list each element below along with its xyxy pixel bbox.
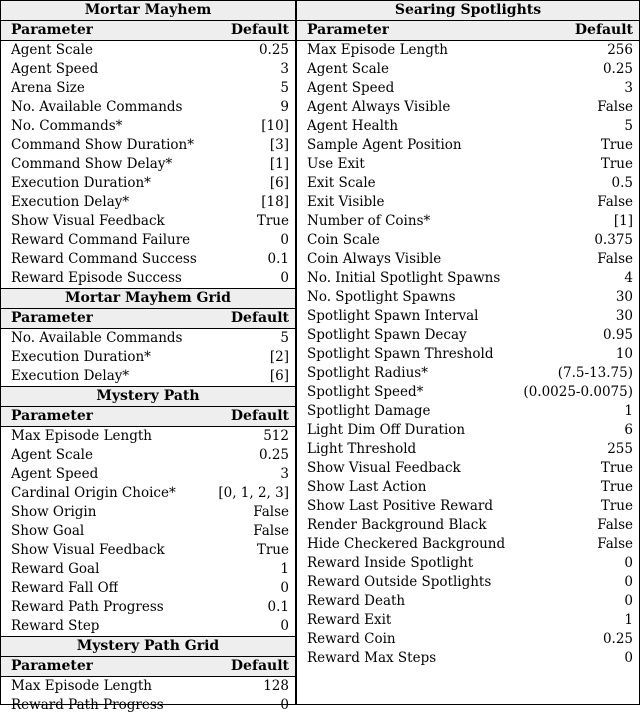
default-value: (7.5-13.75) xyxy=(557,365,633,381)
table-row xyxy=(297,117,639,136)
column-header-row xyxy=(1,21,295,41)
parameter-name: Use Exit xyxy=(307,156,365,172)
table-row xyxy=(297,60,639,79)
column-header-row xyxy=(297,21,639,41)
table-row xyxy=(1,155,295,174)
table-row xyxy=(297,573,639,592)
section-mystery-path-grid xyxy=(1,636,295,715)
parameter-name: Reward Command Failure xyxy=(11,232,191,248)
table-row xyxy=(1,79,295,98)
parameter-name: Light Threshold xyxy=(307,441,417,457)
section-title: Searing Spotlights xyxy=(297,1,639,21)
default-header: Default xyxy=(230,22,289,38)
table-row xyxy=(297,421,639,440)
default-value: 5 xyxy=(280,330,289,346)
parameter-name: Spotlight Radius* xyxy=(307,365,428,381)
table-row xyxy=(297,345,639,364)
default-value: True xyxy=(600,460,633,476)
parameter-name: Execution Delay* xyxy=(11,368,130,384)
parameter-header: Parameter xyxy=(11,408,94,424)
table-row xyxy=(297,364,639,383)
parameter-name: Agent Scale xyxy=(307,61,389,77)
parameter-name: Execution Delay* xyxy=(11,194,130,210)
table-row xyxy=(297,383,639,402)
table-row xyxy=(297,611,639,630)
parameter-name: Spotlight Speed* xyxy=(307,384,424,400)
parameter-name: Exit Visible xyxy=(307,194,385,210)
default-value: 3 xyxy=(280,466,289,482)
default-value: [10] xyxy=(261,118,289,134)
parameter-name: Spotlight Spawn Decay xyxy=(307,327,467,343)
default-value: 0 xyxy=(624,650,633,666)
table-row xyxy=(1,465,295,484)
parameter-name: Max Episode Length xyxy=(11,428,152,444)
default-value: False xyxy=(597,251,633,267)
default-value: True xyxy=(600,498,633,514)
default-value: 0.25 xyxy=(258,42,289,58)
default-value: False xyxy=(253,523,289,539)
table-row xyxy=(1,677,295,696)
default-value: [3] xyxy=(269,137,289,153)
table-row xyxy=(1,484,295,503)
default-value: 0.375 xyxy=(594,232,633,248)
section-searing-spotlights xyxy=(297,1,639,668)
default-value: 10 xyxy=(615,346,633,362)
column-header-row xyxy=(1,657,295,677)
default-header: Default xyxy=(230,658,289,674)
table-row xyxy=(297,155,639,174)
left-column xyxy=(1,1,295,715)
default-value: 0.1 xyxy=(267,251,289,267)
parameter-name: Reward Step xyxy=(11,618,100,634)
section-title: Mortar Mayhem Grid xyxy=(1,288,295,309)
parameter-name: Reward Episode Success xyxy=(11,270,182,286)
default-value: False xyxy=(597,517,633,533)
table-row xyxy=(1,598,295,617)
parameter-name: Agent Scale xyxy=(11,447,93,463)
default-value: 128 xyxy=(263,678,289,694)
parameter-name: Spotlight Damage xyxy=(307,403,431,419)
default-value: False xyxy=(597,536,633,552)
section-mortar-mayhem xyxy=(1,1,295,288)
table-row xyxy=(1,617,295,636)
parameter-name: Light Dim Off Duration xyxy=(307,422,466,438)
parameter-header: Parameter xyxy=(307,22,390,38)
default-value: 6 xyxy=(624,422,633,438)
table-row xyxy=(1,522,295,541)
default-value: 0 xyxy=(280,232,289,248)
default-value: 0.1 xyxy=(267,599,289,615)
table-row xyxy=(1,696,295,715)
parameter-name: No. Spotlight Spawns xyxy=(307,289,456,305)
table-row xyxy=(297,288,639,307)
default-value: 0 xyxy=(280,697,289,713)
default-value: 512 xyxy=(263,428,289,444)
default-header: Default xyxy=(230,408,289,424)
parameter-name: Reward Exit xyxy=(307,612,392,628)
parameter-name: Show Visual Feedback xyxy=(11,213,165,229)
parameter-name: Spotlight Spawn Threshold xyxy=(307,346,494,362)
parameter-name: Execution Duration* xyxy=(11,349,151,365)
default-value: 0.95 xyxy=(602,327,633,343)
default-value: 30 xyxy=(615,308,633,324)
parameter-name: Hide Checkered Background xyxy=(307,536,506,552)
parameter-name: Reward Death xyxy=(307,593,406,609)
parameter-name: Reward Fall Off xyxy=(11,580,119,596)
default-value: 255 xyxy=(607,441,633,457)
column-header-row xyxy=(1,407,295,427)
table-row xyxy=(1,212,295,231)
parameter-name: Agent Health xyxy=(307,118,399,134)
default-value: 30 xyxy=(615,289,633,305)
parameter-name: No. Initial Spotlight Spawns xyxy=(307,270,501,286)
parameter-name: Agent Speed xyxy=(307,80,395,96)
table-row xyxy=(297,516,639,535)
default-value: 1 xyxy=(624,612,633,628)
default-value: 5 xyxy=(624,118,633,134)
parameter-name: Command Show Duration* xyxy=(11,137,194,153)
table-row xyxy=(1,174,295,193)
table-row xyxy=(1,503,295,522)
parameter-name: Reward Outside Spotlights xyxy=(307,574,492,590)
default-value: 9 xyxy=(280,99,289,115)
table-row xyxy=(297,174,639,193)
table-row xyxy=(297,212,639,231)
table-row xyxy=(1,136,295,155)
table-row xyxy=(297,41,639,60)
default-value: 1 xyxy=(280,561,289,577)
table-row xyxy=(1,250,295,269)
parameter-name: Exit Scale xyxy=(307,175,376,191)
table-row xyxy=(297,269,639,288)
table-row xyxy=(1,446,295,465)
parameter-name: Reward Path Progress xyxy=(11,697,164,713)
default-value: 0 xyxy=(280,580,289,596)
parameter-name: Agent Always Visible xyxy=(307,99,451,115)
default-value: [1] xyxy=(269,156,289,172)
default-value: 0.25 xyxy=(602,631,633,647)
parameter-name: Render Background Black xyxy=(307,517,487,533)
table-row xyxy=(297,630,639,649)
parameter-name: Show Visual Feedback xyxy=(11,542,165,558)
default-value: 3 xyxy=(624,80,633,96)
default-value: False xyxy=(597,194,633,210)
table-row xyxy=(1,427,295,446)
section-mortar-mayhem-grid xyxy=(1,288,295,386)
parameter-name: Show Visual Feedback xyxy=(307,460,461,476)
default-value: 256 xyxy=(607,42,633,58)
table-row xyxy=(1,231,295,250)
default-value: 4 xyxy=(624,270,633,286)
table-row xyxy=(297,554,639,573)
table-row xyxy=(1,367,295,386)
table-row xyxy=(1,117,295,136)
parameter-header: Parameter xyxy=(11,658,94,674)
table-row xyxy=(297,231,639,250)
default-value: [6] xyxy=(269,368,289,384)
default-value: 0.25 xyxy=(602,61,633,77)
default-value: 0.25 xyxy=(258,447,289,463)
table-row xyxy=(1,579,295,598)
parameter-name: Reward Goal xyxy=(11,561,100,577)
parameter-name: No. Available Commands xyxy=(11,99,183,115)
default-value: 0 xyxy=(624,593,633,609)
parameter-name: Show Origin xyxy=(11,504,97,520)
parameter-name: Reward Path Progress xyxy=(11,599,164,615)
table-row xyxy=(297,497,639,516)
default-value: 3 xyxy=(280,61,289,77)
table-row xyxy=(297,79,639,98)
default-value: True xyxy=(600,479,633,495)
default-value: True xyxy=(600,156,633,172)
parameter-name: Coin Scale xyxy=(307,232,380,248)
parameter-name: Spotlight Spawn Interval xyxy=(307,308,479,324)
parameter-name: Agent Speed xyxy=(11,466,99,482)
parameter-name: Show Last Action xyxy=(307,479,427,495)
table-row xyxy=(1,41,295,60)
parameter-name: Coin Always Visible xyxy=(307,251,442,267)
table-row xyxy=(1,541,295,560)
table-row xyxy=(297,649,639,668)
parameter-name: Agent Speed xyxy=(11,61,99,77)
parameter-name: Arena Size xyxy=(11,80,85,96)
default-value: False xyxy=(597,99,633,115)
default-header: Default xyxy=(230,310,289,326)
default-value: True xyxy=(600,137,633,153)
default-value: False xyxy=(253,504,289,520)
table-row xyxy=(297,592,639,611)
right-column xyxy=(297,1,639,668)
table-row xyxy=(1,193,295,212)
parameter-header: Parameter xyxy=(11,22,94,38)
section-title: Mystery Path xyxy=(1,386,295,407)
default-value: 5 xyxy=(280,80,289,96)
parameter-name: Number of Coins* xyxy=(307,213,431,229)
table-row xyxy=(1,329,295,348)
table-row xyxy=(1,60,295,79)
parameter-header: Parameter xyxy=(11,310,94,326)
default-value: (0.0025-0.0075) xyxy=(523,384,633,400)
table-row xyxy=(297,98,639,117)
parameter-name: Reward Max Steps xyxy=(307,650,437,666)
section-mystery-path xyxy=(1,386,295,636)
default-value: 0 xyxy=(624,574,633,590)
default-value: 1 xyxy=(624,403,633,419)
table-row xyxy=(1,348,295,367)
default-header: Default xyxy=(574,22,633,38)
default-value: [6] xyxy=(269,175,289,191)
parameter-name: Max Episode Length xyxy=(307,42,448,58)
table-row xyxy=(297,250,639,269)
table-row xyxy=(297,440,639,459)
parameter-name: Reward Inside Spotlight xyxy=(307,555,474,571)
default-value: True xyxy=(256,542,289,558)
default-value: [1] xyxy=(613,213,633,229)
table-row xyxy=(1,98,295,117)
table-row xyxy=(297,326,639,345)
parameter-name: Max Episode Length xyxy=(11,678,152,694)
parameter-name: Reward Coin xyxy=(307,631,396,647)
parameter-name: Show Goal xyxy=(11,523,85,539)
section-title: Mystery Path Grid xyxy=(1,636,295,657)
table-row xyxy=(1,560,295,579)
default-value: [0, 1, 2, 3] xyxy=(218,485,289,501)
parameter-name: Agent Scale xyxy=(11,42,93,58)
section-title: Mortar Mayhem xyxy=(1,1,295,21)
parameter-name: Show Last Positive Reward xyxy=(307,498,493,514)
default-value: True xyxy=(256,213,289,229)
parameter-name: No. Available Commands xyxy=(11,330,183,346)
default-value: 0.5 xyxy=(611,175,633,191)
table-row xyxy=(297,459,639,478)
parameter-name: Sample Agent Position xyxy=(307,137,462,153)
default-value: 0 xyxy=(280,270,289,286)
default-value: [18] xyxy=(261,194,289,210)
default-value: 0 xyxy=(624,555,633,571)
parameter-name: Command Show Delay* xyxy=(11,156,173,172)
column-header-row xyxy=(1,309,295,329)
table-row xyxy=(297,535,639,554)
parameter-name: Cardinal Origin Choice* xyxy=(11,485,176,501)
table-row xyxy=(297,193,639,212)
parameter-name: Reward Command Success xyxy=(11,251,197,267)
table-row xyxy=(297,307,639,326)
table-row xyxy=(1,269,295,288)
default-value: 0 xyxy=(280,618,289,634)
parameter-name: No. Commands* xyxy=(11,118,123,134)
parameter-name: Execution Duration* xyxy=(11,175,151,191)
table-row xyxy=(297,478,639,497)
table-row xyxy=(297,136,639,155)
table-row xyxy=(297,402,639,421)
default-value: [2] xyxy=(269,349,289,365)
